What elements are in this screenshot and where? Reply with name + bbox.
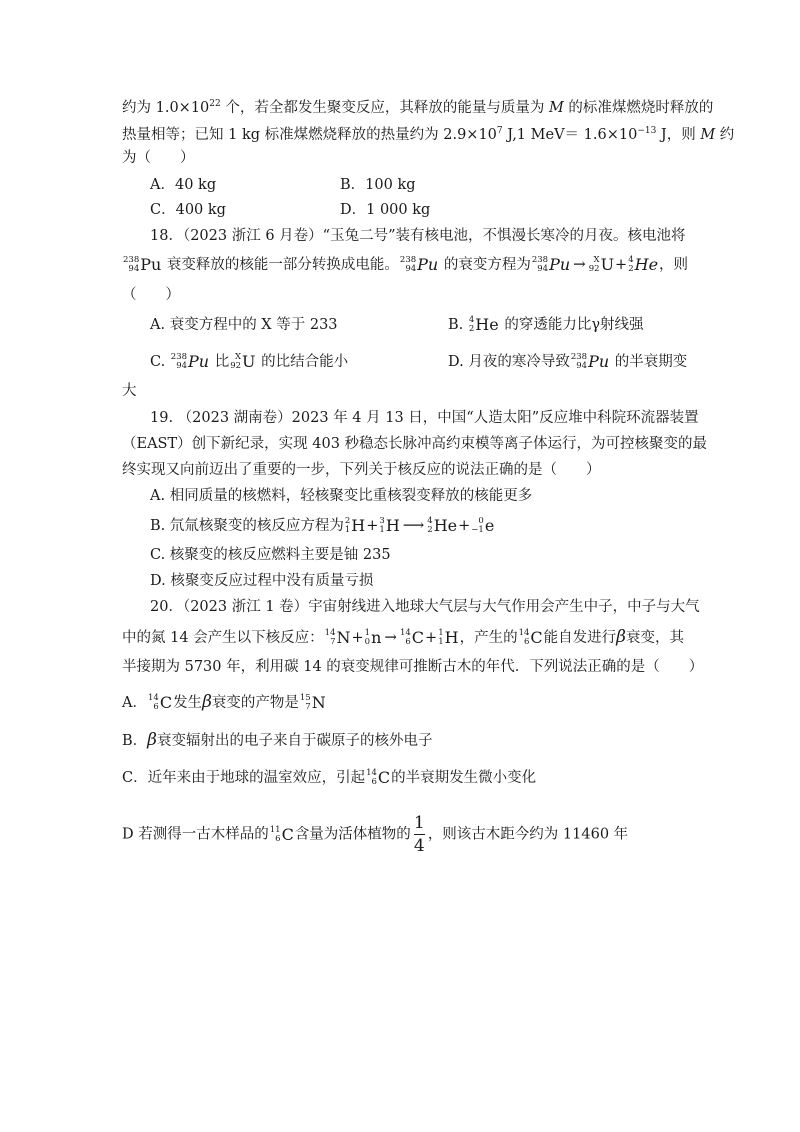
q19-option-d: D. 核聚变反应过程中没有质量亏损 bbox=[150, 573, 374, 589]
nuclide-he4: 4 2 He bbox=[628, 255, 659, 274]
beta-symbol: β bbox=[147, 730, 157, 750]
nuclide-c14: 14 6 C bbox=[147, 693, 173, 712]
q18-stem-line-3: （ ） bbox=[122, 287, 180, 303]
q19-option-c: C. 核聚变的核反应燃料主要是铀 235 bbox=[150, 547, 391, 563]
q20-stem-line-3: 半接期为 5730 年，利用碳 14 的衰变规律可推断古木的年代．下列说法正确的是（ ） bbox=[122, 659, 704, 675]
nuclide-h3: 3 1 H bbox=[379, 516, 400, 535]
nuclide-pu238: 238 94 Pu bbox=[570, 352, 610, 371]
q19-stem-line-3: 终实现又向前迈出了重要的一步，下列关于核反应的说法正确的是（ ） bbox=[122, 462, 601, 478]
arrow-icon: → bbox=[384, 628, 397, 646]
q18-option-a: A. 衰变方程中的 X 等于 233 bbox=[150, 317, 338, 333]
q20-option-a: A． 14 6 C发生β衰变的产物是 15 7 N bbox=[122, 692, 326, 712]
nuclide-n15: 15 7 N bbox=[299, 693, 326, 712]
particle-electron: 0 −1 e bbox=[471, 516, 495, 535]
nuclide-h2: 2 1 H bbox=[344, 516, 366, 535]
q18-option-d: D. 月夜的寒冷导致 238 94 Pu 的半衰期变 bbox=[448, 352, 688, 371]
q18-option-c: C. 238 94 Pu 比 X 92 U 的比结合能小 bbox=[150, 352, 349, 371]
fraction-one-quarter: $\frac{1}{4}$ bbox=[413, 813, 425, 856]
q18-option-b: B. 4 2 He 的穿透能力比γ射线强 bbox=[448, 315, 644, 334]
nuclide-c14: 14 6 C bbox=[518, 628, 543, 647]
q18-options-row-2 bbox=[150, 352, 688, 372]
q17-option-c: C．400 kg bbox=[150, 202, 226, 218]
nuclide-pu238: 238 94 Pu bbox=[170, 352, 210, 371]
q19-option-a: A. 相同质量的核燃料，轻核聚变比重核裂变释放的核能更多 bbox=[150, 488, 533, 504]
q20-option-b: B．β衰变辐射出的电子来自于碳原子的核外电子 bbox=[122, 730, 433, 750]
nuclide-pu238: 238 94 Pu bbox=[531, 255, 571, 274]
q17-line-3: 为（ ） bbox=[122, 150, 195, 166]
arrow-icon: → bbox=[573, 255, 586, 273]
q17-option-d: D．1 000 kg bbox=[340, 202, 431, 218]
nuclide-n14: 14 7 N bbox=[324, 628, 351, 647]
q17-option-b: B．100 kg bbox=[340, 177, 416, 193]
q19-stem-line-1: 19. （2023 湖南卷）2023 年 4 月 13 日，中国“人造太阳”反应堆中科院环流器装置 bbox=[150, 410, 699, 426]
nuclide-he4: 4 2 He bbox=[427, 516, 458, 535]
q19-stem-line-2: （EAST）创下新纪录，实现 403 秒稳态长脉冲高约束模等离子体运行，为可控核聚变的最 bbox=[122, 436, 708, 452]
nuclide-ux: X 92 U bbox=[230, 352, 256, 371]
arrow-icon: ⟶ bbox=[402, 516, 425, 534]
nuclide-c14: 14 6 C bbox=[399, 628, 425, 647]
q20-option-d: D 若测得一古木样品的 11 6 C含量为活体植物的 $\frac{1}{4}$ ，则该古木距今约为 11460 年 bbox=[122, 813, 629, 856]
q18-stem-line-1: 18．（2023 浙江 6 月卷）“玉兔二号”装有核电池，不惧漫长寒冷的月夜。核电池将 bbox=[150, 228, 686, 244]
q18-option-d-wrap: 大 bbox=[122, 383, 137, 399]
q17-line-1: 约为 $1.0\times 10^{22}$ 个，若全都发生聚变反应，其释放的能量与质量为 M 的标准煤燃烧时释放的 bbox=[122, 99, 714, 116]
nuclide-h1: 1 1 H bbox=[438, 628, 459, 647]
q19-option-b: B. 氘氚核聚变的核反应方程为 2 1 H+ 3 1 H ⟶ 4 2 He+ 0 −1 e bbox=[150, 516, 495, 535]
q17-line-2: 热量相等；已知 1 kg 标准煤燃烧释放的热量约为 $2.9\times 10^7$ J,1 $MeV= 1.6\times 10^{-13}$ J，则 M 约 bbox=[122, 126, 735, 143]
q18-stem-line-2: 238 94 Pu 衰变释放的核能一部分转换成电能。 238 94 Pu 的衰变方程为 238 94 Pu → X 92 U+ 4 2 He，则 bbox=[123, 255, 689, 274]
beta-symbol: β bbox=[202, 692, 212, 712]
nuclide-c11: 11 6 C bbox=[269, 824, 294, 844]
particle-neutron: 1 0 n bbox=[364, 628, 382, 647]
q17-option-a: A．40 kg bbox=[150, 177, 217, 193]
nuclide-pu238: 238 94 Pu bbox=[399, 255, 439, 274]
nuclide-ux: X 92 U bbox=[588, 255, 615, 274]
nuclide-he4: 4 2 He bbox=[468, 315, 499, 334]
beta-symbol: β bbox=[616, 627, 626, 647]
q20-stem-line-1: 20．（2023 浙江 1 卷）宇宙射线进入地球大气层与大气作用会产生中子，中子与大气 bbox=[150, 599, 700, 615]
nuclide-c14: 14 6 C bbox=[366, 768, 391, 787]
q18-options-row-1 bbox=[150, 315, 644, 335]
nuclide-pu238: 238 94 Pu bbox=[123, 255, 162, 274]
q20-option-c: C．近年来由于地球的温室效应，引起 14 6 C的半衰期发生微小变化 bbox=[122, 768, 537, 787]
q17-options-row-1 bbox=[150, 175, 416, 195]
q17-options-row-2 bbox=[150, 200, 431, 220]
q20-stem-line-2: 中的氮 14 会产生以下核反应： 14 7 N+ 1 0 n → 14 6 C+ 1 1 H，产生的 14 6 C能自发进行β衰变，其 bbox=[122, 627, 684, 647]
